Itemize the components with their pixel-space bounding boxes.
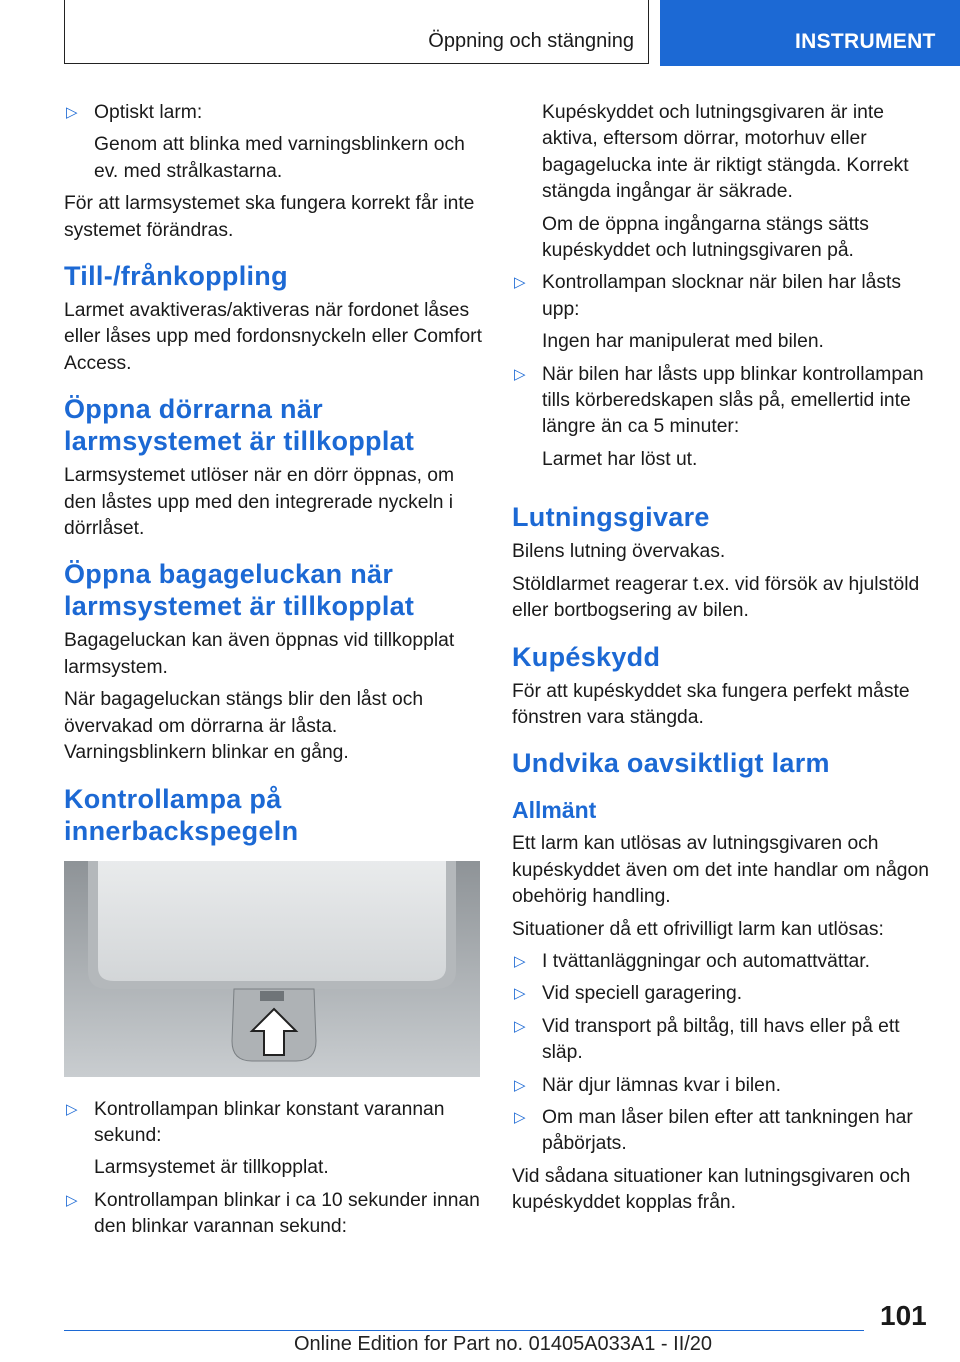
rearview-mirror-image [64,861,480,1077]
paragraph: För att larmsystemet ska fungera korrekt får inte systemet förändras. [64,193,475,241]
list-item: ▷ Kontrollampan slocknar när bilen har låsts upp: [514,272,902,320]
list-item-text: Kupéskyddet och lutningsgivaren är inte aktiva, eftersom dörrar, motorhuv eller bagagelucka inte är riktigt stängda. Korrekt stängda ingångar är säkrade. [542,102,909,203]
list-item-text: Larmsystemet är tillkopplat. [94,1157,329,1179]
list-item: ▷ Kontrollampan blinkar konstant varannan sekund: [66,1098,445,1146]
heading-indicator-lamp: Kontrollampa på innerbackspegeln [64,783,299,846]
heading-interior-protection: Kupéskydd [512,641,661,672]
paragraph: Vid sådana situationer kan lutningsgivaren och kupéskyddet kopplas från. [512,1165,911,1214]
subheading-general: Allmänt [512,797,597,824]
paragraph: Bagageluckan kan även öppnas vid tillkopplat larmsystem. [64,630,455,678]
paragraph: Situationer då ett ofrivilligt larm kan utlösas: [512,918,884,940]
paragraph: Bilens lutning övervakas. [512,541,726,563]
paragraph: Stöldlarmet reagerar t.ex. vid försök av hjulstöld eller bortbogsering av bilen. [512,573,920,622]
list-item-text: Ingen har manipulerat med bilen. [542,331,824,353]
footer-divider [64,1330,864,1331]
list-item-text: Om de öppna ingångarna stängs sätts kupéskyddet och lutningsgivaren på. [542,213,869,262]
paragraph: Larmet avaktiveras/aktiveras när fordonet låses eller låses upp med fordonsnyckeln eller Comfort Access. [64,300,482,374]
list-item: ▷ I tvättanläggningar och automattvättar. [512,949,932,975]
paragraph: För att kupéskyddet ska fungera perfekt måste fönstren vara stängda. [512,680,910,728]
bullet-triangle-icon: ▷ [514,1076,526,1094]
heading-open-doors: Öppna dörrarna när larmsystemet är tillkopplat [64,394,415,457]
paragraph: Ett larm kan utlösas av lutningsgivaren och kupéskyddet även om det inte handlar om någon obehörig handling. [512,833,929,908]
paragraph: Larmsystemet utlöser när en dörr öppnas, om den låstes upp med den integrerade nyckeln i dörrlåset. [64,465,455,540]
bullet-triangle-icon: ▷ [514,952,526,970]
heading-till-franknoppling: Till-/frånkoppling [64,261,288,292]
bullet-triangle-icon: ▷ [66,1100,78,1118]
bullet-triangle-icon: ▷ [514,1108,526,1126]
bullet-triangle-icon: ▷ [66,1191,78,1209]
list-item: ▷ Kontrollampan blinkar i ca 10 sekunder innan den blinkar varannan sekund: [66,1189,480,1238]
paragraph: När bagageluckan stängs blir den låst och övervakad om dörrarna är låsta. Varningsblinkern blinkar en gång. [64,689,424,764]
bullet-triangle-icon: ▷ [66,104,78,121]
bullet-triangle-icon: ▷ [514,365,526,383]
heading-tilt-sensor: Lutningsgivare [512,502,710,533]
heading-open-trunk: Öppna bagageluckan när larmsystemet är tillkopplat [64,559,415,622]
list-item: ▷ Vid speciell garagering. [512,981,932,1007]
list-item: ▷ Optiskt larm: [64,100,484,126]
list-item: ▷ Vid transport på biltåg, till havs eller på ett släp. [514,1015,900,1064]
page-number: 101 [880,1300,927,1331]
list-item-text: Larmet har löst ut. [542,448,698,470]
page-header [0,0,960,66]
section-title: Öppning och stängning [64,0,649,64]
bullet-triangle-icon: ▷ [514,985,526,1003]
edition-note: Online Edition for Part no. 01405A033A1 - II/20 [294,1333,713,1355]
bullet-triangle-icon: ▷ [514,1017,526,1035]
list-item: ▷ När bilen har låsts upp blinkar kontrollampan tills körberedskapen slås på, emellertid inte längre än ca 5 minuter: [514,363,924,438]
right-column [512,100,932,1223]
list-item: ▷ Om man låser bilen efter att tankningen har påbörjats. [514,1106,913,1155]
list-item-text: Genom att blinka med varningsblinkern och ev. med strålkastarna. [94,134,465,182]
left-column [64,100,484,1247]
list-item: ▷ När djur lämnas kvar i bilen. [512,1073,932,1099]
chapter-tab: INSTRUMENT [660,0,960,66]
bullet-triangle-icon: ▷ [514,274,526,292]
heading-avoid-false-alarm: Undvika oavsiktligt larm [512,748,830,779]
